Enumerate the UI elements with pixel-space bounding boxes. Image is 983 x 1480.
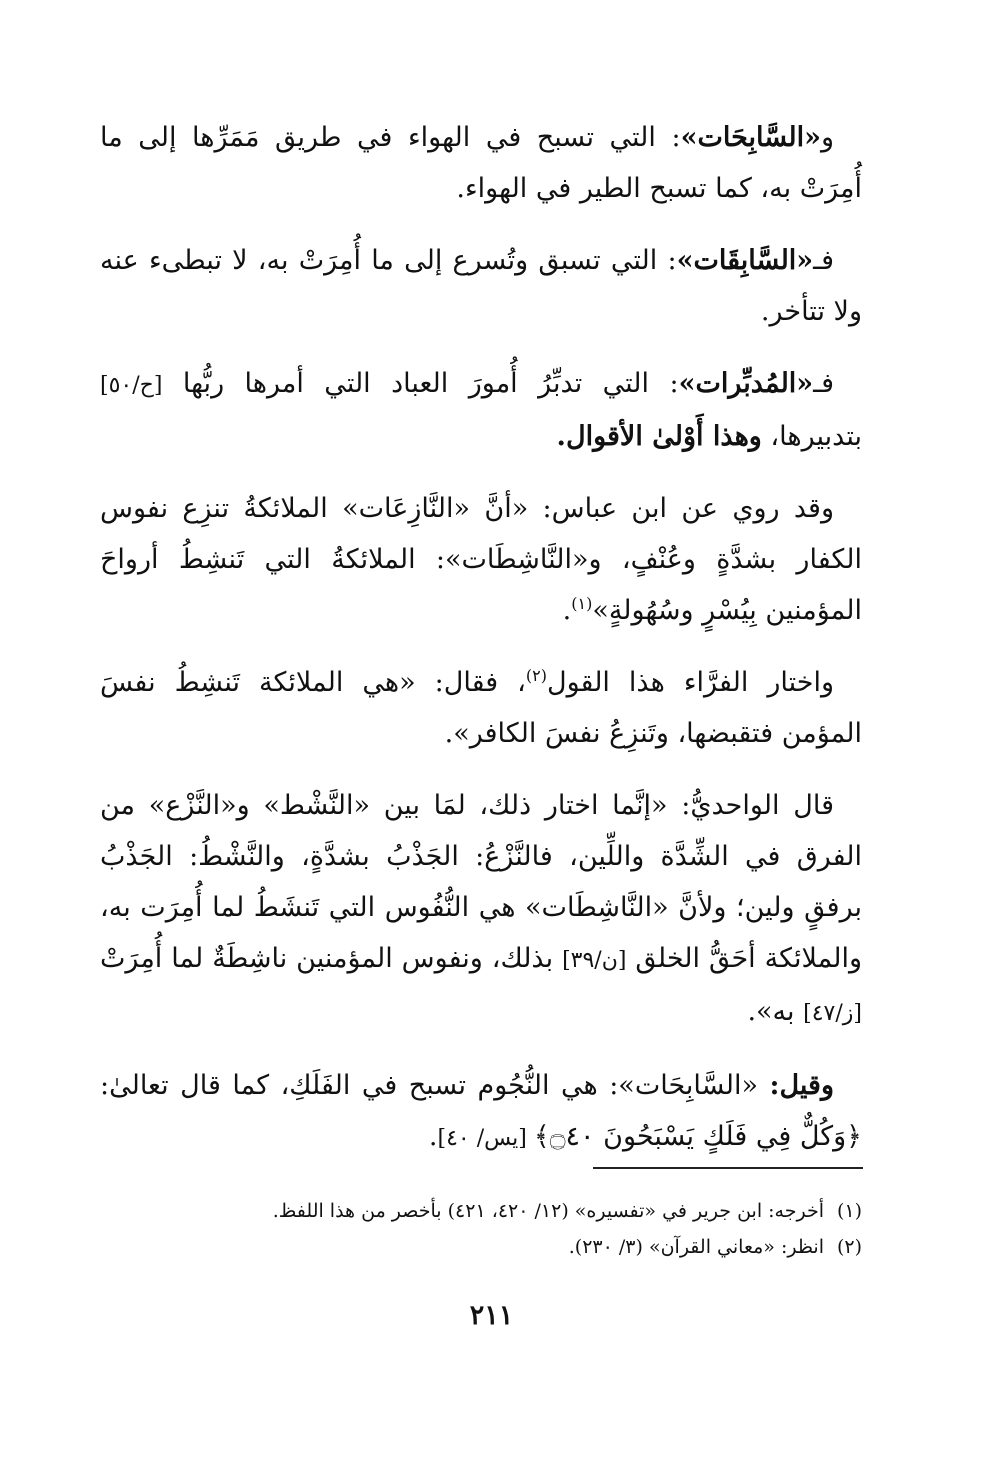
- verse-ref: [يس/ ٤٠]: [437, 1126, 534, 1151]
- paragraph-text: وقد روي عن ابن عباس: «أنَّ «النَّازِعَات» الملائكةُ تنزِع نفوس الكفار بشدَّةٍ وعُنْفٍ، و«النَّاشِطَات»: الملائكةُ التي تَنشِطُ أرواحَ المؤمنين بِيُسْرٍ وسُهُولةٍ»: [100, 493, 862, 626]
- footnote-divider: [593, 1167, 863, 1169]
- paragraph-tail: ، فقال: «هي الملائكة تَنشِطُ نفسَ المؤمن فتقبضها، وتَنزِعُ نفسَ الكافر».: [100, 667, 862, 749]
- term-mudabbirat: «المُدبِّرات»: [678, 368, 814, 399]
- paragraph-text: : التي تدبِّرُ أُمورَ العباد التي أمرها ربُّها: [162, 368, 679, 399]
- paragraph-text-continued: بذلك، ونفوس المؤمنين ناشِطَةٌ لما أُمِرَتْ: [100, 943, 563, 974]
- paragraph-text: واختار الفرَّاء هذا القول: [546, 667, 834, 698]
- manuscript-ref: [ز/٤٧]: [803, 1001, 862, 1026]
- paragraph-text-continued: بتدبيرها،: [761, 421, 862, 452]
- paragraph-text: : التي تسبح في الهواء في طريق مَمَرِّها إلى ما أُمِرَتْ به، كما تسبح الطير في الهواء.: [100, 122, 862, 204]
- manuscript-ref: [ن/٣٩]: [562, 948, 627, 973]
- footnote-marker: (١): [571, 594, 593, 613]
- paragraph-sabihat: [100, 112, 862, 214]
- footnotes: [100, 1193, 862, 1265]
- page-number: ٢١١: [469, 1300, 514, 1331]
- paragraph-tail: به».: [747, 996, 804, 1027]
- paragraph-ibn-abbas: [100, 483, 862, 636]
- page-body: [100, 112, 862, 1185]
- paragraph-text: : التي تسبق وتُسرع إلى ما أُمِرَتْ به، لا تبطىء عنه ولا تتأخر.: [100, 245, 862, 327]
- paragraph-prefix: فـ: [813, 368, 834, 399]
- paragraph-tail: .: [428, 1121, 438, 1152]
- paragraph-sabiqat: [100, 235, 862, 337]
- footnote-marker: (٢): [525, 666, 547, 685]
- term-sabiqat: «السَّابِقَات»: [676, 245, 814, 276]
- paragraph-text: قال الواحديُّ: «إنَّما اختار ذلك، لمَا بين «النَّشْط» و«النَّزْع» من الفرق في الشِّدَّة واللِّين، فالنَّزْعُ: الجَذْبُ بشدَّةٍ، والنَّشْطُ: الجَذْبُ برفقٍ ولين؛ ولأنَّ «النَّاشِطَات» هي النُّفُوس التي تَنشَطُ لما أُمِرَت به، والملائكة أحَقُّ الخلق: [100, 790, 862, 974]
- footnote-1: [100, 1193, 862, 1229]
- paragraph-prefix: و: [820, 122, 834, 153]
- footnote-number: (١): [836, 1200, 862, 1222]
- footnote-number: (٢): [836, 1236, 862, 1258]
- paragraph-tail: .: [562, 595, 572, 626]
- paragraph-stars: [100, 1060, 862, 1164]
- term-sabihat: «السَّابِحَات»: [680, 122, 821, 153]
- footnote-text: انظر: «معاني القرآن» (٣/ ٢٣٠).: [568, 1236, 824, 1258]
- paragraph-wahidi: [100, 780, 862, 1039]
- paragraph-prefix: فـ: [813, 245, 834, 276]
- paragraph-text: «السَّابِحَات»: هي النُّجُوم تسبح في الفَلَكِ، كما قال تعالىٰ:: [100, 1070, 770, 1101]
- quran-verse: ﴿وَكُلٌّ فِي فَلَكٍ يَسْبَحُونَ ۝٤٠﴾: [533, 1121, 862, 1152]
- emphasis-text: وهذا أَوْلىٰ الأقوال.: [556, 421, 762, 452]
- footnote-text: أخرجه: ابن جرير في «تفسيره» (١٢/ ٤٢٠، ٤٢١) بأخصر من هذا اللفظ.: [272, 1200, 824, 1222]
- paragraph-farra: [100, 657, 862, 759]
- manuscript-ref: [ح/٥٠]: [100, 373, 163, 398]
- emphasis-text: وقيل:: [769, 1070, 834, 1101]
- paragraph-mudabbirat: [100, 358, 862, 462]
- footnote-2: [100, 1229, 862, 1265]
